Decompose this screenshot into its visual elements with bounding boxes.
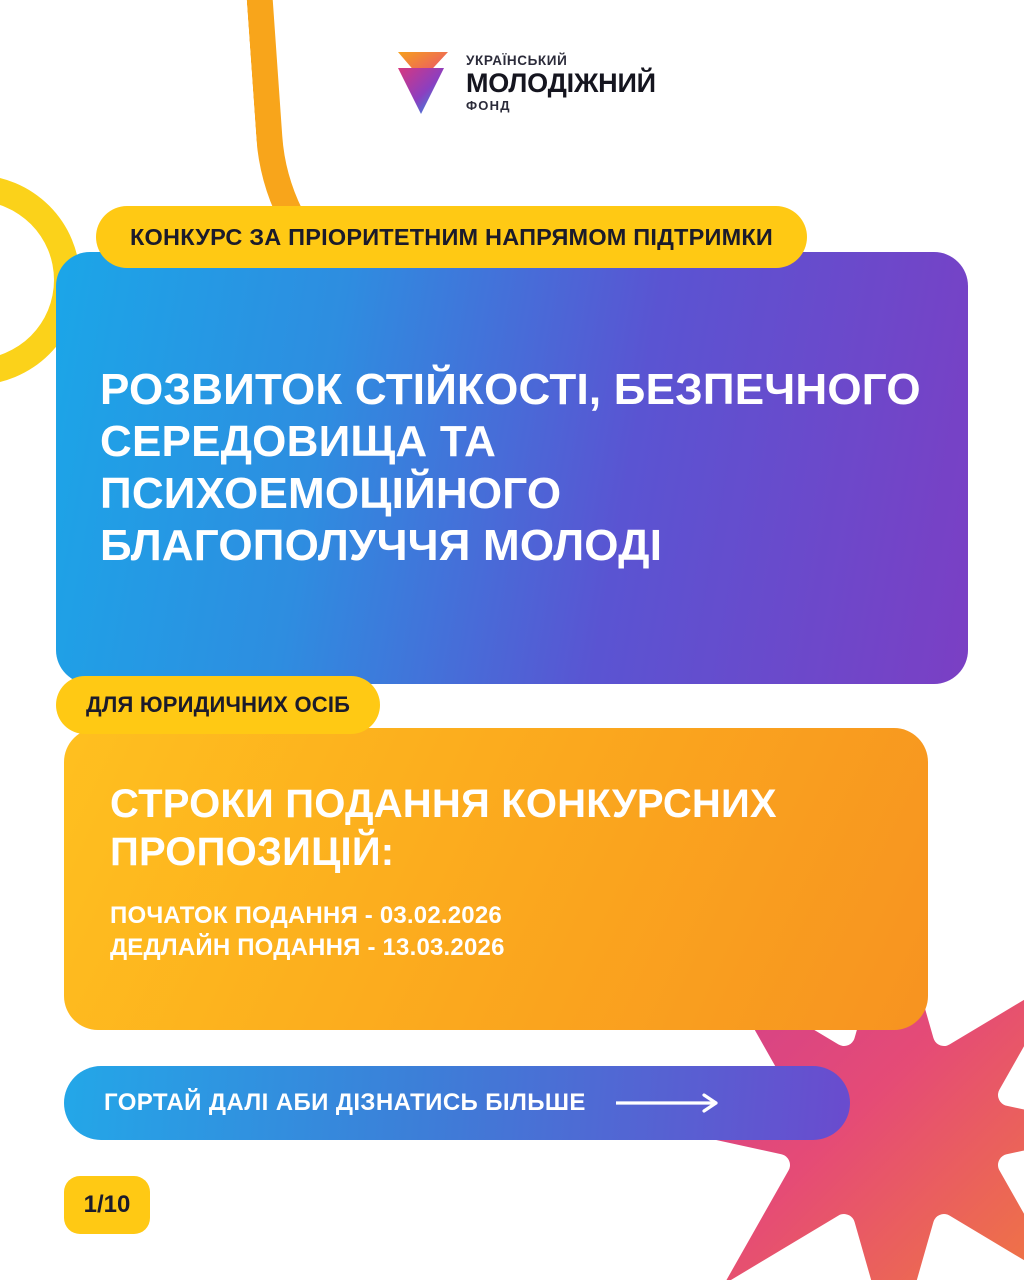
swipe-cta-banner[interactable] xyxy=(64,1066,850,1140)
page-indicator-badge xyxy=(64,1176,150,1234)
arrow-right-icon xyxy=(616,1092,728,1114)
umf-triangle-logo-icon xyxy=(392,46,454,120)
competition-direction-label: КОНКУРС ЗА ПРІОРИТЕТНИМ НАПРЯМОМ ПІДТРИМКИ xyxy=(130,223,773,250)
page-title: РОЗВИТОК СТІЙКОСТІ, БЕЗПЕЧНОГО СЕРЕДОВИЩА ТА ПСИХОЕМОЦІЙНОГО БЛАГОПОЛУЧЧЯ МОЛОДІ xyxy=(100,365,921,570)
brand-logo xyxy=(392,46,656,120)
deadlines-heading: СТРОКИ ПОДАННЯ КОНКУРСНИХ ПРОПОЗИЦІЙ: xyxy=(110,782,777,874)
deadlines-values xyxy=(110,900,505,965)
logo-line-3: ФОНД xyxy=(466,97,511,113)
main-title-card xyxy=(56,252,968,684)
competition-direction-badge xyxy=(96,206,807,268)
date-start: ПОЧАТОК ПОДАННЯ - 03.02.2026 xyxy=(110,902,502,929)
logo-line-1: УКРАЇНСЬКИЙ xyxy=(466,53,568,69)
audience-badge xyxy=(56,676,380,734)
date-deadline: ДЕДЛАЙН ПОДАННЯ - 13.03.2026 xyxy=(110,934,505,962)
swipe-cta-label: ГОРТАЙ ДАЛІ АБИ ДІЗНАТИСЬ БІЛЬШЕ xyxy=(104,1089,586,1116)
logo-line-2: МОЛОДІЖНИЙ xyxy=(466,67,656,98)
page-indicator-label: 1/10 xyxy=(83,1191,131,1218)
deadlines-card xyxy=(64,728,928,1030)
audience-label: ДЛЯ ЮРИДИЧНИХ ОСІБ xyxy=(86,692,351,717)
